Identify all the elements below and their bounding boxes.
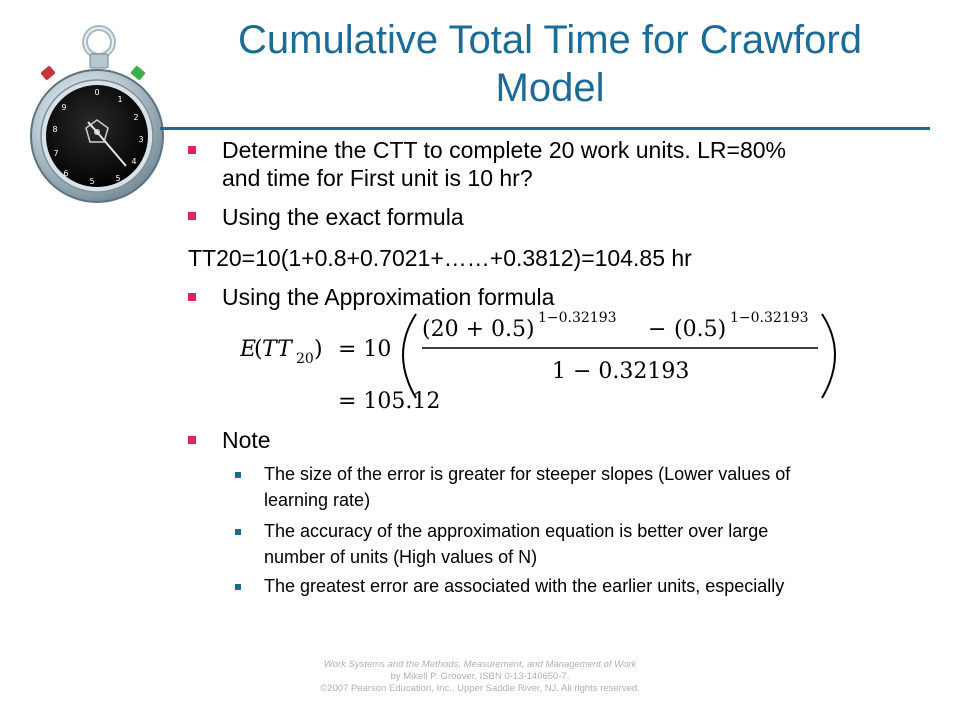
title-divider	[160, 127, 930, 130]
bullet-marker	[188, 146, 196, 154]
slide-title	[190, 16, 910, 112]
svg-text:5: 5	[89, 177, 95, 186]
svg-text:5: 5	[115, 174, 121, 183]
bullet-item: Using the Approximation formula	[222, 284, 555, 310]
svg-text:4: 4	[131, 157, 137, 166]
svg-text:0: 0	[94, 88, 100, 97]
formula-lhs-sub: 20	[296, 351, 314, 367]
formula-denominator: 1 − 0.32193	[552, 359, 690, 384]
formula-lhs-e: E	[240, 337, 257, 362]
note-line: The greatest error are associated with the earlier units, especially	[264, 576, 785, 596]
title-line-1: Cumulative Total Time for Crawford	[238, 18, 862, 62]
sub-bullet-marker	[235, 529, 241, 535]
svg-text:6: 6	[63, 169, 69, 178]
sub-bullet-marker	[235, 584, 241, 590]
approximation-formula	[240, 308, 860, 418]
footer-line-3: ©2007 Pearson Education, Inc., Upper Saddle River, NJ. All rights reserved.	[320, 683, 640, 694]
formula-lhs-tt: TT	[262, 337, 292, 362]
svg-text:): )	[314, 337, 323, 362]
footer-line-1: Work Systems and the Methods, Measurement, and Management of Work	[323, 659, 637, 670]
note-line: learning rate)	[264, 490, 371, 510]
formula-minus: −	[648, 317, 667, 342]
bullet-line: and time for First unit is 10 hr?	[222, 165, 533, 191]
formula-equals: = 10	[338, 337, 392, 362]
formula-exponent-b: 1−0.32193	[730, 310, 809, 326]
note-heading: Note	[222, 427, 271, 453]
svg-text:(: (	[254, 337, 263, 362]
footer-line-2: by Mikell P. Groover, ISBN 0-13-140650-7.	[390, 671, 570, 682]
note-item	[264, 518, 904, 570]
bullet-marker	[188, 212, 196, 220]
note-item	[264, 573, 904, 599]
note-line: number of units (High values of N)	[264, 547, 538, 567]
svg-text:2: 2	[133, 113, 139, 122]
formula-numerator-a: (20 + 0.5)	[422, 317, 535, 342]
svg-text:3: 3	[138, 135, 144, 144]
footer-credit	[260, 659, 700, 695]
title-line-2: Model	[495, 66, 605, 110]
formula-result: = 105.12	[338, 389, 441, 414]
exact-result: TT20=10(1+0.8+0.7021+……+0.3812)=104.85 hr	[188, 245, 692, 271]
bullet-item: Using the exact formula	[222, 204, 464, 230]
svg-text:1: 1	[117, 95, 123, 104]
stopwatch-icon	[22, 24, 172, 204]
note-item	[264, 461, 904, 513]
svg-text:7: 7	[53, 149, 59, 158]
svg-text:9: 9	[61, 103, 67, 112]
formula-numerator-b: (0.5)	[674, 317, 727, 342]
sub-bullet-marker	[235, 472, 241, 478]
bullet-line: Determine the CTT to complete 20 work units. LR=80%	[222, 137, 786, 163]
note-line: The accuracy of the approximation equation is better over large	[264, 521, 769, 541]
bullet-marker	[188, 436, 196, 444]
bullet-item	[222, 136, 902, 192]
formula-exponent-a: 1−0.32193	[538, 310, 617, 326]
note-line: The size of the error is greater for steeper slopes (Lower values of	[264, 464, 791, 484]
bullet-marker	[188, 293, 196, 301]
svg-text:8: 8	[52, 125, 58, 134]
